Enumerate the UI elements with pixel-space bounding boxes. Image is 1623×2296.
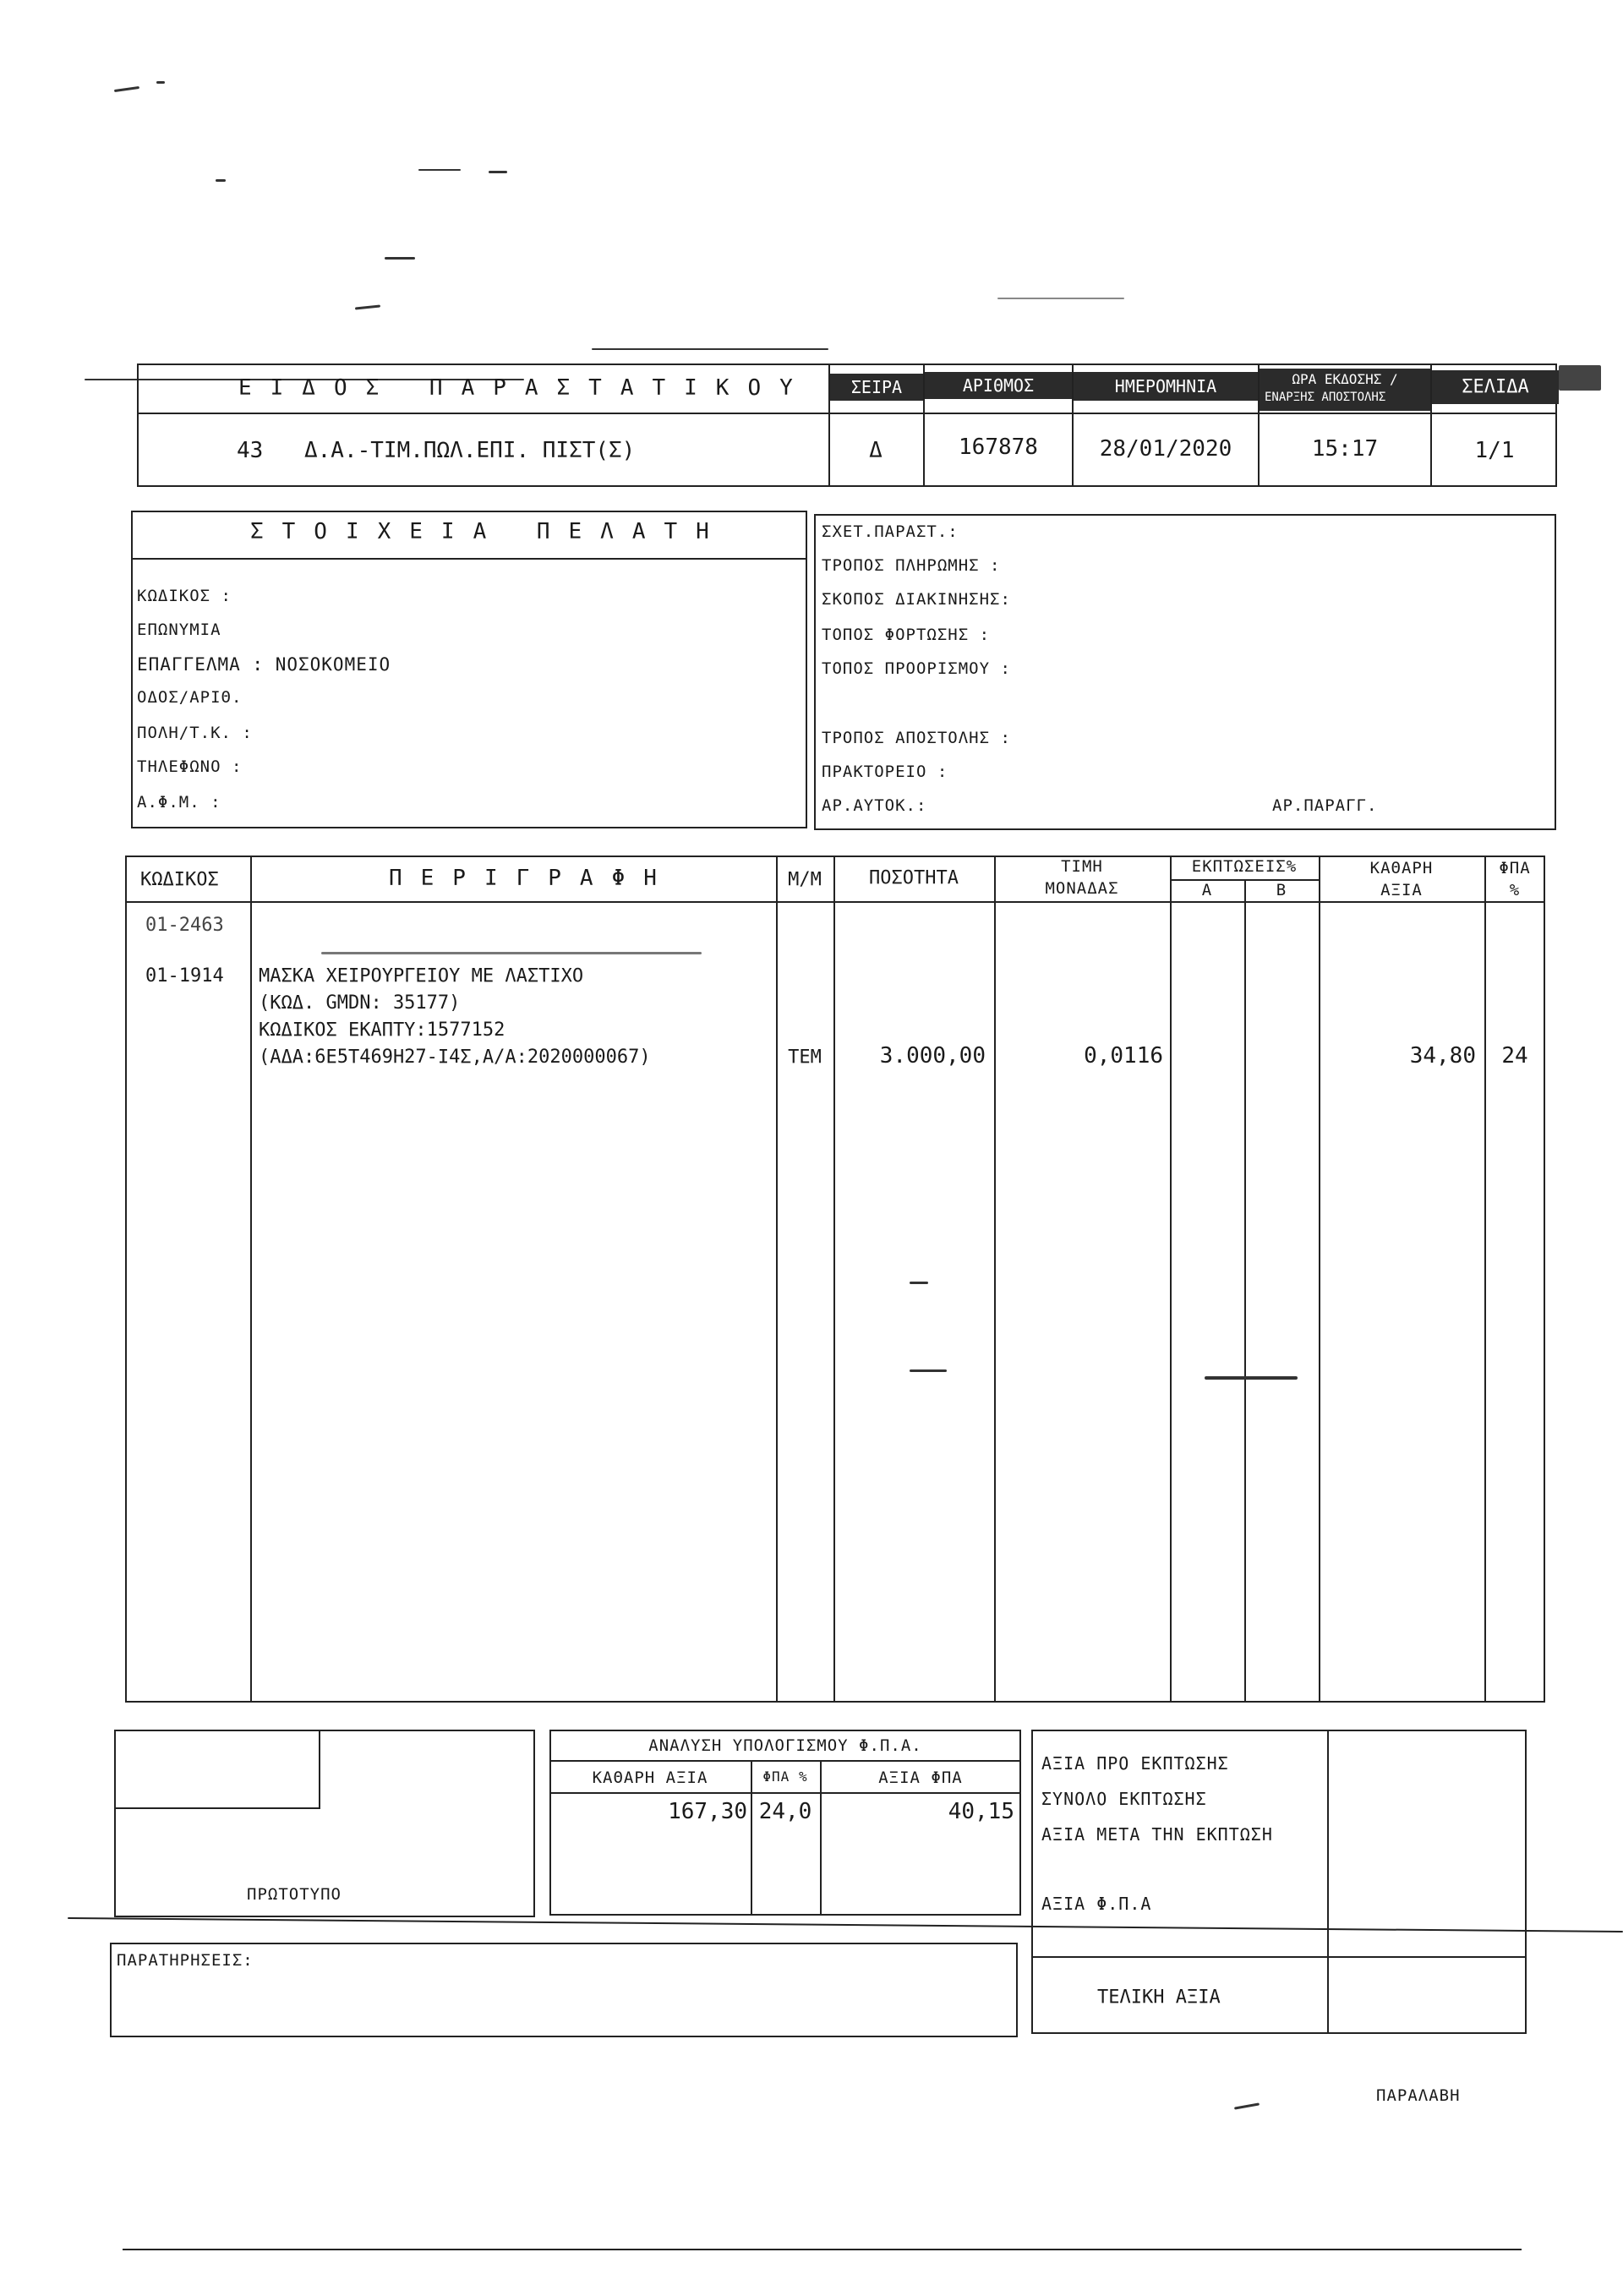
shipping-agency: ΠΡΑΚΤΟΡΕΙΟ : — [822, 763, 948, 781]
scan-mark — [114, 86, 139, 92]
doc-time: 15:17 — [1311, 436, 1379, 462]
doc-series: Δ — [869, 438, 883, 463]
customer-title: ΣΤΟΙΧΕΙΑ ΠΕΛΑΤΗ — [250, 519, 728, 544]
shipping-method: ΤΡΟΠΟΣ ΑΠΟΣΤΟΛΗΣ : — [822, 729, 1011, 747]
items-header-underline — [125, 901, 1545, 903]
scan-mark — [216, 179, 226, 182]
items-col-divider — [833, 856, 835, 1703]
customer-phone-label: ΤΗΛΕΦΩΝΟ : — [137, 757, 243, 776]
scan-mark — [385, 257, 415, 260]
original-box-line — [319, 1730, 320, 1807]
col-disc-a: Α — [1201, 881, 1213, 899]
shipping-destination: ΤΟΠΟΣ ΠΡΟΟΡΙΣΜΟΥ : — [822, 659, 1011, 678]
value-after-discount: ΑΞΙΑ ΜΕΤΑ ΤΗΝ ΕΚΠΤΩΣΗ — [1041, 1824, 1273, 1845]
col-vat-2: % — [1509, 881, 1521, 899]
shipping-loading: ΤΟΠΟΣ ΦΟΡΤΩΣΗΣ : — [822, 626, 991, 644]
original-box-line — [114, 1807, 320, 1809]
items-col-divider — [1484, 856, 1486, 1703]
col-discounts: ΕΚΠΤΩΣΕΙΣ% — [1191, 857, 1298, 876]
vat-analysis-title-line — [549, 1760, 1021, 1762]
scan-mark — [910, 1282, 928, 1284]
table-row-partial-code: 01-2463 — [145, 915, 224, 936]
col-price-1: ΤΙΜΗ — [1061, 857, 1103, 876]
shipping-rel-doc: ΣΧΕΤ.ΠΑΡΑΣΤ.: — [822, 522, 959, 541]
va-rate: 24,0 — [758, 1799, 812, 1824]
scan-mark — [355, 304, 380, 309]
shipping-vehicle: ΑΡ.ΑΥΤΟΚ.: — [822, 796, 927, 815]
totals-col-divider — [1327, 1730, 1329, 2034]
table-row-price: 0,0116 — [1084, 1043, 1163, 1069]
col-unit: Μ/Μ — [788, 869, 822, 890]
scan-mark — [592, 348, 828, 350]
doc-page: 1/1 — [1474, 438, 1515, 463]
table-row-desc-3: ΚΩΔΙΚΟΣ ΕΚΑΠΤΥ:1577152 — [259, 1020, 505, 1041]
table-row-quantity: 3.000,00 — [879, 1043, 986, 1069]
totals-divider — [1031, 1956, 1527, 1958]
time-label-line-2: ΕΝΑΡΞΗΣ ΑΠΟΣΤΟΛΗΣ — [1265, 391, 1386, 404]
table-row-vat: 24 — [1501, 1043, 1528, 1069]
vat-analysis-title: ΑΝΑΛΥΣΗ ΥΠΟΛΟΓΙΣΜΟΥ Φ.Π.Α. — [648, 1736, 922, 1755]
col-net-1: ΚΑΘΑΡΗ — [1369, 859, 1434, 877]
items-col-divider — [1170, 856, 1172, 1703]
customer-name-label: ΕΠΩΝΥΜΙΑ — [137, 620, 221, 639]
scan-mark — [997, 298, 1124, 299]
doc-number: 167878 — [959, 435, 1038, 460]
va-vat: 40,15 — [948, 1799, 1014, 1824]
scan-mark — [1559, 365, 1601, 391]
receipt-label: ΠΑΡΑΛΑΒΗ — [1376, 2086, 1461, 2105]
date-label: ΗΜΕΡΟΜΗΝΙΑ — [1074, 372, 1258, 401]
col-net-2: ΑΞΙΑ — [1380, 881, 1423, 899]
scan-mark — [418, 169, 461, 171]
table-row-net: 34,80 — [1409, 1043, 1476, 1069]
col-vat-1: ΦΠΑ — [1499, 859, 1531, 877]
table-row-unit: ΤΕΜ — [788, 1047, 822, 1068]
customer-code-label: ΚΩΔΙΚΟΣ : — [137, 587, 232, 605]
doc-type-title: ΕΙΔΟΣ ΠΑΡΑΣΤΑΤΙΚΟΥ — [238, 375, 812, 401]
number-label: ΑΡΙΘΜΟΣ — [925, 372, 1072, 399]
items-col-divider — [994, 856, 996, 1703]
original-label: ΠΡΩΤΟΤΥΠΟ — [247, 1885, 342, 1904]
customer-profession-label: ΕΠΑΓΓΕΛΜΑ : ΝΟΣΟΚΟΜΕΙΟ — [137, 654, 391, 675]
final-value: ΤΕΛΙΚΗ ΑΞΙΑ — [1097, 1987, 1221, 2008]
col-price-2: ΜΟΝΑΔΑΣ — [1045, 879, 1119, 898]
scan-mark — [321, 952, 702, 954]
items-col-divider — [1319, 856, 1320, 1703]
col-description: ΠΕΡΙΓΡΑΦΗ — [389, 866, 675, 891]
scan-mark — [156, 81, 165, 84]
col-code: ΚΩΔΙΚΟΣ — [140, 869, 219, 890]
time-label-line-1: ΩΡΑ ΕΚΔΟΣΗΣ / — [1292, 371, 1398, 387]
customer-street-label: ΟΔΟΣ/ΑΡΙΘ. — [137, 688, 243, 707]
scan-mark — [489, 171, 507, 173]
vat-analysis-header-line — [549, 1792, 1021, 1794]
shipping-payment: ΤΡΟΠΟΣ ΠΛΗΡΩΜΗΣ : — [822, 556, 1001, 575]
table-row-desc-1: ΜΑΣΚΑ ΧΕΙΡΟΥΡΓΕΙΟΥ ΜΕ ΛΑΣΤΙΧΟ — [259, 965, 584, 987]
items-col-divider — [776, 856, 778, 1703]
items-col-divider — [250, 856, 252, 1703]
scan-mark — [910, 1369, 947, 1372]
va-vat-label: ΑΞΙΑ ΦΠΑ — [878, 1768, 963, 1787]
table-row-code: 01-1914 — [145, 965, 224, 987]
customer-vat-label: Α.Φ.Μ. : — [137, 793, 221, 812]
shipping-purpose: ΣΚΟΠΟΣ ΔΙΑΚΙΝΗΣΗΣ: — [822, 590, 1011, 609]
scan-mark — [1234, 2102, 1260, 2109]
va-rate-label: ΦΠΑ % — [762, 1768, 808, 1785]
table-row-desc-4: (ΑΔΑ:6Ε5Τ469Η27-Ι4Σ,Α/Α:2020000067) — [259, 1047, 651, 1068]
vat-value: ΑΞΙΑ Φ.Π.Α — [1041, 1894, 1152, 1914]
scan-mark — [1205, 1376, 1298, 1380]
time-label — [1260, 369, 1430, 411]
header-divider — [137, 413, 1557, 414]
page-label: ΣΕΛΙΔΑ — [1432, 370, 1559, 404]
items-col-divider — [1244, 879, 1246, 1703]
table-row-desc-2: (ΚΩΔ. GMDN: 35177) — [259, 992, 461, 1014]
customer-city-label: ΠΟΛΗ/Τ.Κ. : — [137, 724, 253, 742]
col-quantity: ΠΟΣΟΤΗΤΑ — [869, 867, 959, 888]
col-disc-b: Β — [1276, 881, 1287, 899]
value-before-discount: ΑΞΙΑ ΠΡΟ ΕΚΠΤΩΣΗΣ — [1041, 1753, 1229, 1774]
shipping-delivery-no: ΑΡ.ΠΑΡΑΓΓ. — [1272, 796, 1378, 815]
va-net-label: ΚΑΘΑΡΗ ΑΞΙΑ — [592, 1768, 708, 1787]
customer-title-underline — [131, 558, 807, 560]
remarks-label: ΠΑΡΑΤΗΡΗΣΕΙΣ: — [117, 1951, 254, 1970]
total-discount: ΣΥΝΟΛΟ ΕΚΠΤΩΣΗΣ — [1041, 1789, 1207, 1809]
series-label: ΣΕΙΡΑ — [830, 374, 923, 401]
bottom-signature-line — [123, 2249, 1522, 2250]
doc-code: 43 — [237, 438, 264, 463]
doc-name: Δ.Α.-ΤΙΜ.ΠΩΛ.ΕΠΙ. ΠΙΣΤ(Σ) — [304, 438, 636, 463]
va-net: 167,30 — [668, 1799, 747, 1824]
doc-date: 28/01/2020 — [1099, 436, 1232, 462]
